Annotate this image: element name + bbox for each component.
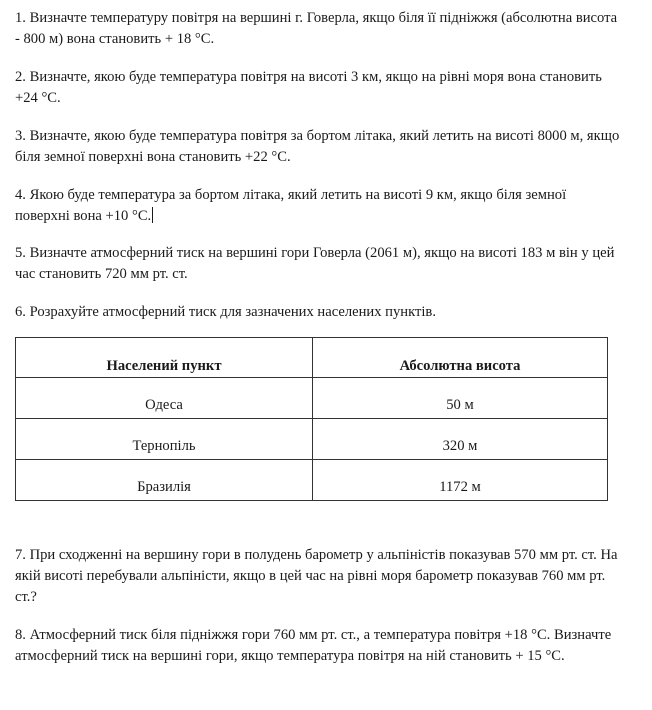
task-2: 2. Визначте, якою буде температура повітря на висоті 3 км, якщо на рівні моря вона становить +24 °С. [15,69,602,106]
cell-settlement: Бразилія [16,460,313,501]
task-5: 5. Визначте атмосферний тиск на вершині гори Говерла (2061 м), якщо на висоті 183 м він у цей час становить 720 мм рт. ст. [15,245,615,282]
text-cursor [152,207,153,223]
cell-altitude: 1172 м [313,460,608,501]
cell-settlement: Одеса [16,378,313,419]
task-8: 8. Атмосферний тиск біля підніжжя гори 760 мм рт. ст., а температура повітря +18 °С. Визначте атмосферний тиск на вершині гори, якщо температура повітря на ній становить + 15 °С. [15,627,612,664]
table-header-row [16,338,608,378]
task-4-text: 4. Якою буде температура за бортом літака, який летить на висоті 9 км, якщо біля земної поверхні вона +10 °С. [15,187,567,224]
header-settlement: Населений пункт [16,338,313,378]
cell-settlement: Тернопіль [16,419,313,460]
header-altitude: Абсолютна висота [313,338,608,378]
table-row [16,419,608,460]
task-6: 6. Розрахуйте атмосферний тиск для зазначених населених пунктів. [15,304,436,320]
task-7: 7. При сходженні на вершину гори в полудень барометр у альпіністів показував 570 мм рт. ст. На якій висоті перебували альпіністи, якщо в цей час на рівні моря барометр показував 760 мм рт. ст.? [15,547,618,605]
task-3: 3. Визначте, якою буде температура повітря за бортом літака, який летить на висоті 8000 м, якщо біля земної поверхні вона становить +22 °С. [15,128,620,165]
cell-altitude: 320 м [313,419,608,460]
table-row [16,378,608,419]
table-row [16,460,608,501]
settlements-table [15,337,608,501]
task-1: 1. Визначте температуру повітря на вершині г. Говерла, якщо біля її підніжжя (абсолютна висота - 800 м) вона становить + 18 °С. [15,10,618,47]
task-4[interactable] [15,185,620,227]
cell-altitude: 50 м [313,378,608,419]
